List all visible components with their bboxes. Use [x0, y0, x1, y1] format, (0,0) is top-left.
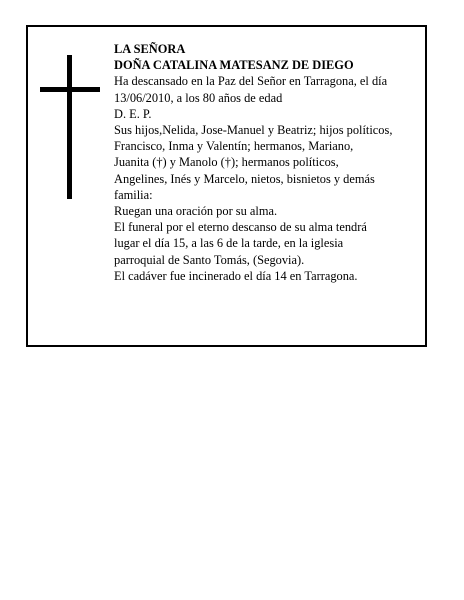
notice-line: parroquial de Santo Tomás, (Segovia). — [114, 252, 305, 267]
notice-line: Angelines, Inés y Marcelo, nietos, bisnietos y demás — [114, 171, 375, 186]
notice-line: D. E. P. — [114, 106, 152, 121]
notice-line: 13/06/2010, a los 80 años de edad — [114, 90, 283, 105]
notice-line: Juanita (†) y Manolo (†); hermanos políticos, — [114, 155, 339, 170]
notice-text — [114, 41, 426, 284]
cross-horizontal-bar — [40, 87, 100, 92]
deceased-name: DOÑA CATALINA MATESANZ DE DIEGO — [114, 58, 354, 73]
notice-line: Francisco, Inma y Valentín; hermanos, Mariano, — [114, 139, 354, 154]
notice-line: Ruegan una oración por su alma. — [114, 204, 278, 219]
notice-line: Ha descansado en la Paz del Señor en Tarragona, el día — [114, 74, 388, 89]
notice-line: Sus hijos,Nelida, Jose-Manuel y Beatriz; hijos políticos, — [114, 123, 393, 138]
notice-line: lugar el día 15, a las 6 de la tarde, en la iglesia — [114, 236, 344, 251]
notice-heading: LA SEÑORA — [114, 42, 186, 56]
notice-line: El cadáver fue incinerado el día 14 en Tarragona. — [114, 268, 358, 283]
notice-line: El funeral por el eterno descanso de su alma tendrá — [114, 220, 367, 235]
cross-icon — [40, 55, 100, 199]
cross-vertical-bar — [67, 55, 72, 199]
notice-line: familia: — [114, 187, 153, 202]
obituary-notice — [26, 25, 427, 347]
